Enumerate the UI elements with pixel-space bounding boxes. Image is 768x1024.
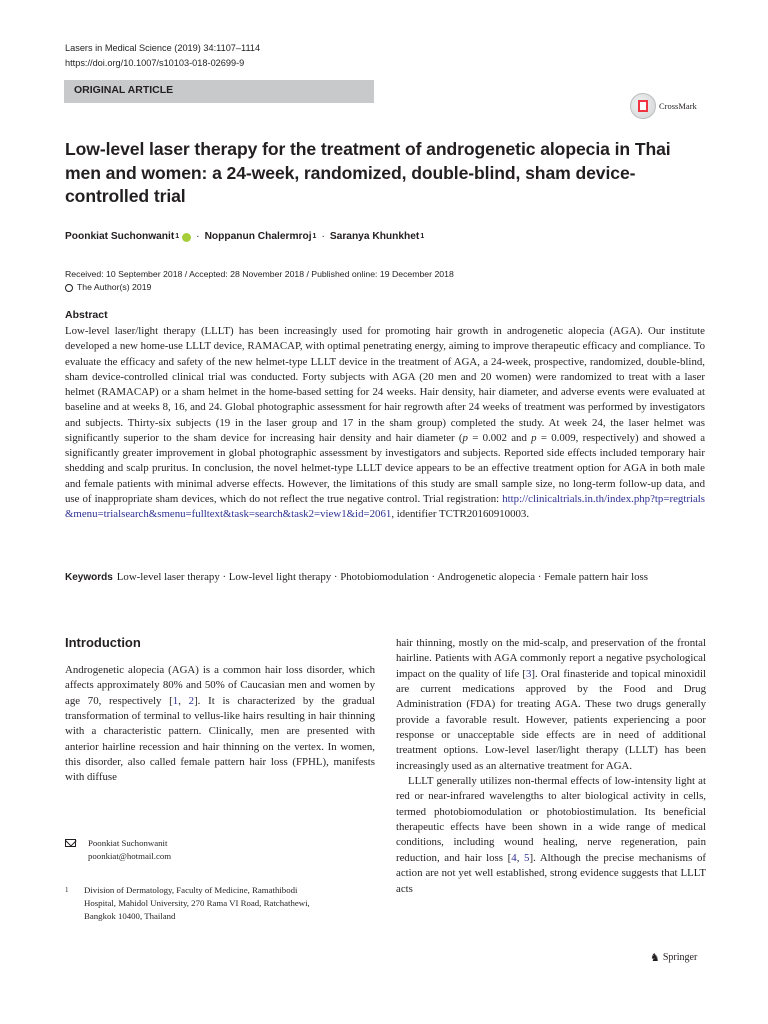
crossmark-badge[interactable] <box>630 92 697 120</box>
abstract-segment: = 0.002 and <box>467 431 532 444</box>
keywords-label: Keywords <box>65 572 113 583</box>
author-separator: · <box>196 231 200 242</box>
author-name[interactable]: Saranya Khunkhet <box>329 231 420 242</box>
paragraph <box>396 636 706 774</box>
orcid-icon[interactable] <box>182 233 191 242</box>
affiliation-text: Division of Dermatology, Faculty of Medicine, Ramathibodi Hospital, Mahidol University, 270 Rama VI Road, Ratchathewi, Bangkok 10400, Thailand <box>84 885 310 921</box>
author-affiliation-mark: 1 <box>420 233 425 240</box>
publication-dates: Received: 10 September 2018 / Accepted: 28 November 2018 / Published online: 19 December 2018 <box>65 269 454 279</box>
author-affiliation-mark: 1 <box>312 233 317 240</box>
author-name[interactable]: Noppanun Chalermroj <box>204 231 312 242</box>
citation-link[interactable]: 1 <box>172 694 179 707</box>
author-separator: · <box>321 231 325 242</box>
citation-link[interactable]: 4 <box>511 851 517 864</box>
article-type-badge: ORIGINAL ARTICLE <box>64 80 374 103</box>
license-line <box>65 281 151 294</box>
affiliation-number: 1 <box>65 886 69 894</box>
paragraph <box>65 663 375 786</box>
text-segment: ]. Oral finasteride and topical minoxidil are current medications approved by the Food and Drug Administration (FDA) for treating AGA. These two drugs generally provide a favorable result. However, patients experiencing a poor response or unacceptable side effects are in need of additional treatment options. Low-level laser/light therapy (LLLT) has been increasingly used as an alternative treatment for AGA. <box>396 667 707 772</box>
citation-link[interactable]: 3 <box>525 667 532 680</box>
citation-link[interactable]: 5 <box>524 851 530 864</box>
text-segment: Androgenetic alopecia (AGA) is a common hair loss disorder, which affects approximately 80% and 50% of Caucasian men and women by age 70, respectively [ <box>65 664 375 707</box>
keywords-list: Low-level laser therapy · Low-level light therapy · Photobiomodulation · Androgenetic alopecia · Female pattern hair loss <box>116 571 648 583</box>
text-segment: , <box>516 851 525 864</box>
abstract-segment: = 0.009, respectively) and showed a significantly greater improvement in global photographic assessment by investigators and subjects. Reported side effects included temporary hair shedding and scalp pruritus. In conclusion, the novel helmet-type LLLT device appears to be an effective treatment option for AGA in both male and female patients with minimal adverse effects. However, the limitations of this study are small sample size, no long-term follow-up data, and use of inappropriate sham devices, which do not reflect the true negative control. Trial registration: <box>65 431 706 505</box>
crossmark-label: CrossMark <box>659 101 697 111</box>
body-column-right <box>396 636 706 897</box>
citation-link[interactable]: 2 <box>188 694 195 707</box>
corresponding-author <box>65 837 171 863</box>
body-column-left <box>65 663 375 786</box>
text-segment: hair thinning, mostly on the mid-scalp, and preservation of the frontal hairline. Patients with AGA commonly report a negative psychological impact on the quality of life [ <box>396 637 706 680</box>
introduction-heading: Introduction <box>65 635 141 650</box>
journal-citation: Lasers in Medical Science (2019) 34:1107–1114 <box>65 43 261 53</box>
envelope-icon <box>65 839 76 847</box>
publisher-name: Springer <box>662 952 698 963</box>
author-affiliation-mark: 1 <box>175 233 180 240</box>
paragraph <box>396 774 706 897</box>
copyright-icon <box>65 284 73 292</box>
publisher-logo <box>650 951 697 964</box>
text-segment: , <box>178 694 189 707</box>
article-title: Low-level laser therapy for the treatment of androgenetic alopecia in Thai men and women: a 24-week, randomized, double-blind, sham device-controlled trial <box>65 139 671 207</box>
trial-registration-link[interactable]: http://clinicaltrials.in.th/index.php?tp=regtrials&menu=trialsearch&smenu=fulltext&task=search&task2=view1&id=2061 <box>65 492 705 520</box>
text-segment: ]. It is characterized by the gradual transformation of terminal to vellus-like hairs resulting in hair thinning with a characteristic pattern. Clinically, men are presented with anterior hairline recession and hair thinning on the vertex. In women, this disorder, also called female pattern hair loss (FPHL), manifests with diffuse <box>65 694 375 784</box>
license-text: The Author(s) 2019 <box>77 282 152 292</box>
p-value-symbol: p <box>462 431 468 444</box>
keywords <box>65 570 705 586</box>
abstract-heading: Abstract <box>65 309 108 321</box>
abstract-text <box>65 324 705 522</box>
crossmark-icon <box>630 93 656 119</box>
contact-email[interactable]: poonkiat@hotmail.com <box>88 851 172 861</box>
text-segment: ]. Although the precise mechanisms of action are not yet well established, strong evidence suggests that LLLT acts <box>396 851 706 895</box>
contact-name: Poonkiat Suchonwanit <box>88 838 168 848</box>
abstract-segment: Low-level laser/light therapy (LLLT) has been increasingly used for promoting hair growth in androgenetic alopecia (AGA). Our institute developed a new home-use LLLT device, RAMACAP, with optimal penetrating energy, aiming to improve therapeutic efficacy and compliance. To evaluate the efficacy and safety of the new helmet-type LLLT device in the treatment of AGA, a 24-week, prospective, randomized, double-blind, sham device-controlled clinical trial was conducted. Forty subjects with AGA (20 men and 20 women) were randomized to treat with a laser helmet (RAMACAP) or a sham helmet in the home-based setting for 24 weeks. Hair density, hair diameter, and adverse events were evaluated at baseline and at weeks 8, 16, and 24. Global photographic assessment for hair regrowth after 24 weeks of treatment was performed by investigators and subjects. Thirty-six subjects (19 in the laser group and 17 in the sham group) completed the study. At week 24, the laser helmet was significantly superior to the sham device for increasing hair density and hair diameter ( <box>65 325 705 444</box>
p-value-symbol: p <box>531 431 537 444</box>
springer-horse-icon: ♞ <box>650 952 660 964</box>
affiliation <box>65 884 324 923</box>
text-segment: LLLT generally utilizes non-thermal effects of low-intensity light at red or near-infrared wavelengths to alter biological activity in cells, termed photobiomodulation or photobiostimulation. Its beneficial therapeutic effects have been shown in a wide range of medical conditions, including wound healing, nerve regeneration, pain reduction, and hair loss [ <box>396 775 706 864</box>
doi-link[interactable]: https://doi.org/10.1007/s10103-018-02699-9 <box>65 58 245 68</box>
author-name[interactable]: Poonkiat Suchonwanit <box>65 231 175 242</box>
author-list <box>65 230 424 244</box>
abstract-segment: , identifier TCTR20160910003. <box>391 508 530 520</box>
